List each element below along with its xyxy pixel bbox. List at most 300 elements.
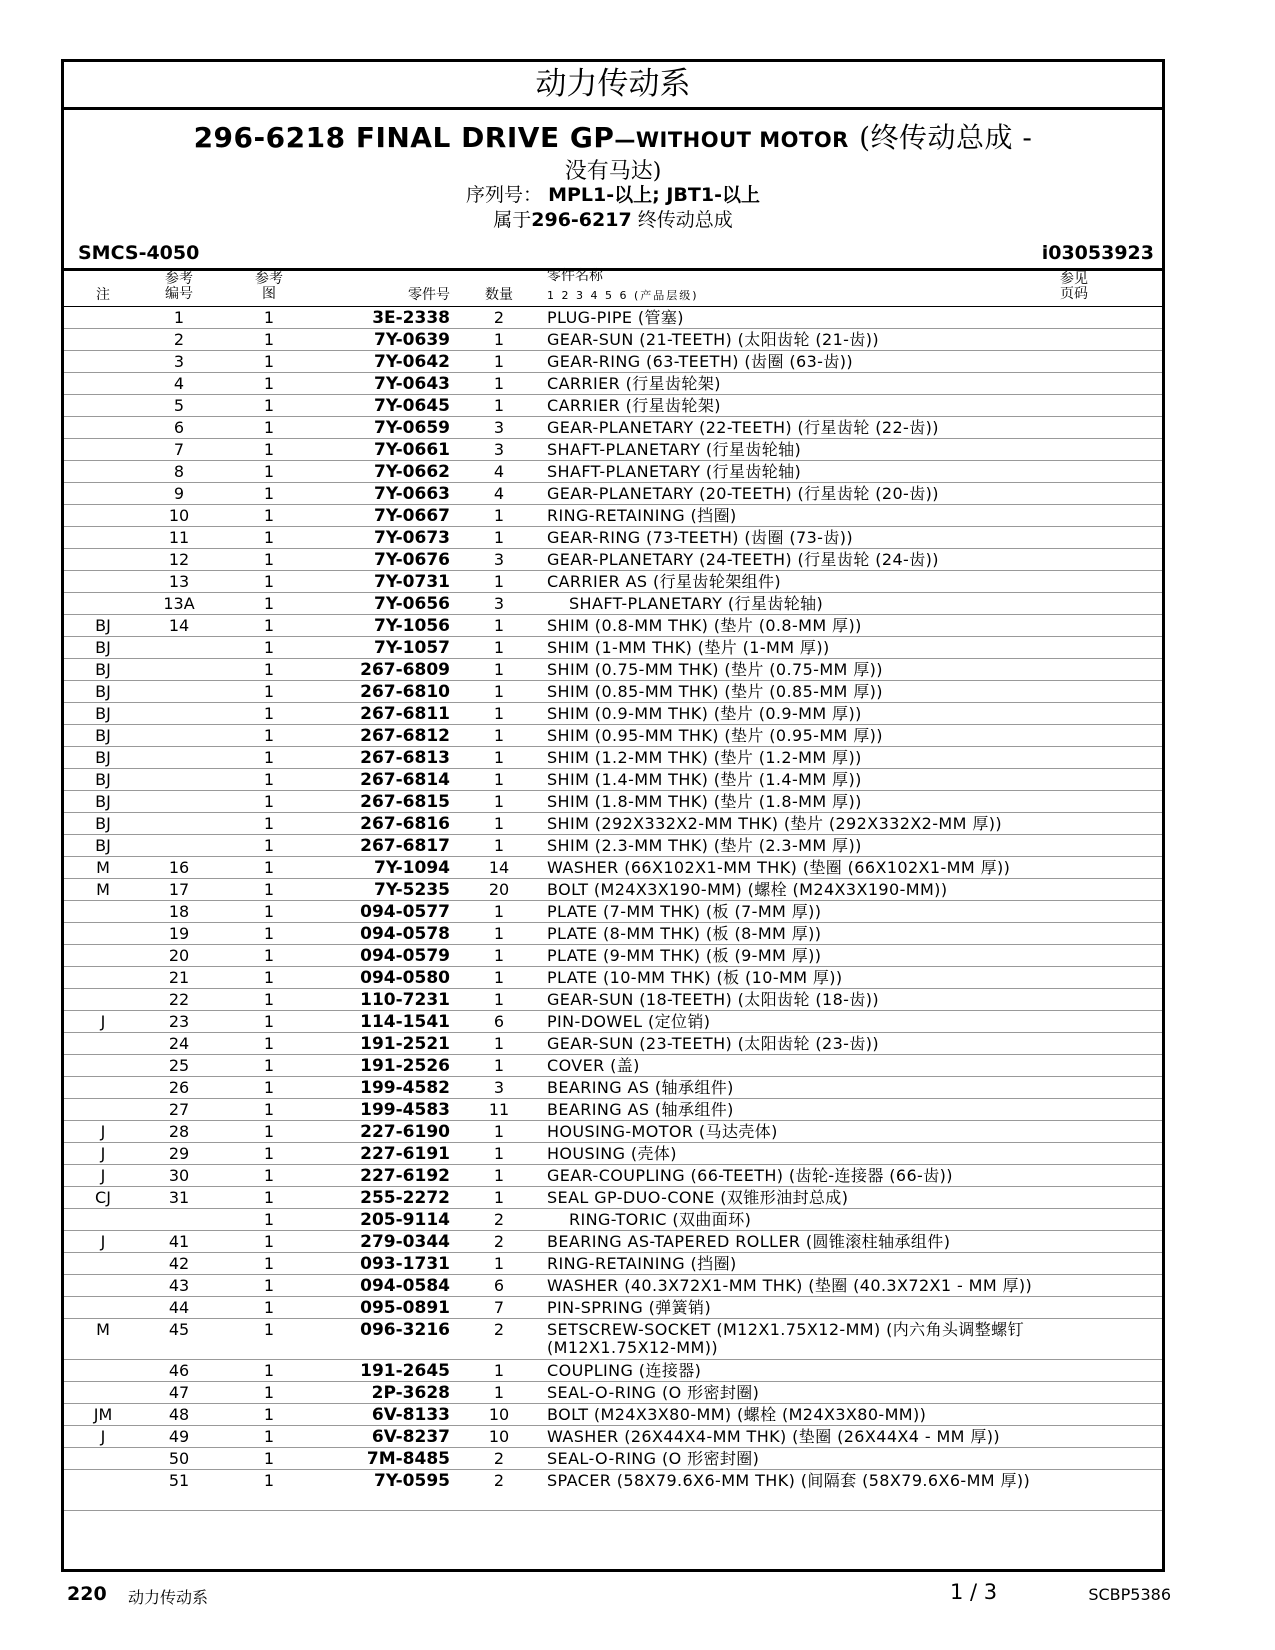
table-row [64, 1231, 1162, 1253]
cell-desc: PLUG-PIPE (管塞) [547, 308, 684, 327]
cell-part: 094-0584 [360, 1276, 450, 1296]
cell-note: BJ [95, 792, 111, 811]
cell-ref: 45 [168, 1320, 190, 1339]
serial-value: MPL1-以上; JBT1-以上 [548, 184, 760, 206]
cell-part: 279-0344 [360, 1232, 450, 1252]
table-row [64, 1319, 1162, 1360]
cell-ref: 41 [168, 1232, 190, 1251]
cell-ref: 49 [168, 1427, 190, 1446]
cell-desc: BEARING AS (轴承组件) [547, 1100, 734, 1119]
cell-desc: SPACER (58X79.6X6-MM THK) (间隔套 (58X79.6X6-MM 厚)) [547, 1471, 1031, 1490]
cell-desc: PIN-SPRING (弹簧销) [547, 1298, 712, 1317]
cell-qty: 2 [493, 308, 505, 327]
cell-desc: GEAR-COUPLING (66-TEETH) (齿轮-连接器 (66-齿)) [547, 1166, 953, 1185]
cell-desc: BOLT (M24X3X80-MM) (螺栓 (M24X3X80-MM)) [547, 1405, 927, 1424]
cell-desc: COUPLING (连接器) [547, 1361, 702, 1380]
cell-part: 7Y-5235 [373, 880, 450, 900]
table-row [64, 857, 1162, 879]
cell-ref: 29 [168, 1144, 190, 1163]
cell-ref: 21 [168, 968, 190, 987]
cell-fig: 1 [263, 968, 275, 987]
cell-qty: 1 [493, 330, 505, 349]
cell-part: 114-1541 [360, 1012, 450, 1032]
cell-fig: 1 [263, 1188, 275, 1207]
cell-desc: GEAR-SUN (23-TEETH) (太阳齿轮 (23-齿)) [547, 1034, 880, 1053]
cell-fig: 1 [263, 1320, 275, 1339]
cell-part: 267-6817 [360, 836, 450, 856]
cell-fig: 1 [263, 1449, 275, 1468]
cell-qty: 3 [493, 418, 505, 437]
table-row [64, 307, 1162, 329]
cell-part: 7Y-0731 [373, 572, 450, 592]
table-row [64, 1360, 1162, 1382]
group-name-sub: —WITHOUT MOTOR [614, 128, 849, 152]
cell-ref: 24 [168, 1034, 190, 1053]
cell-qty: 1 [493, 770, 505, 789]
cell-qty: 6 [493, 1012, 505, 1031]
cell-part: 2P-3628 [371, 1383, 450, 1403]
cell-fig: 1 [263, 1254, 275, 1273]
cell-ref: 1 [173, 308, 185, 327]
cell-fig: 1 [263, 748, 275, 767]
cell-part: 7Y-0673 [373, 528, 450, 548]
cell-qty: 1 [493, 660, 505, 679]
cell-note: BJ [95, 704, 111, 723]
cell-fig: 1 [263, 1012, 275, 1031]
cell-qty: 1 [493, 616, 505, 635]
cell-ref: 48 [168, 1405, 190, 1424]
cell-fig: 1 [263, 594, 275, 613]
table-row [64, 1099, 1162, 1121]
cell-qty: 1 [493, 1383, 505, 1402]
cell-ref: 31 [168, 1188, 190, 1207]
cell-ref: 26 [168, 1078, 190, 1097]
cell-ref: 23 [168, 1012, 190, 1031]
cell-part: 7M-8485 [366, 1449, 450, 1469]
cell-fig: 1 [263, 616, 275, 635]
cell-qty: 14 [488, 858, 510, 877]
group-title [64, 116, 1162, 156]
cell-qty: 1 [493, 528, 505, 547]
cell-fig: 1 [263, 528, 275, 547]
cell-qty: 1 [493, 792, 505, 811]
cell-desc: WASHER (66X102X1-MM THK) (垫圈 (66X102X1-MM 厚)) [547, 858, 1011, 877]
cell-ref: 7 [173, 440, 185, 459]
cell-fig: 1 [263, 1276, 275, 1295]
cell-ref: 8 [173, 462, 185, 481]
cell-fig: 1 [263, 440, 275, 459]
cell-ref: 47 [168, 1383, 190, 1402]
cell-part: 7Y-0639 [373, 330, 450, 350]
cell-part: 3E-2338 [372, 308, 450, 328]
cell-part: 227-6192 [360, 1166, 450, 1186]
cell-part: 7Y-0656 [373, 594, 450, 614]
table-row [64, 637, 1162, 659]
cell-desc: SHIM (1.8-MM THK) (垫片 (1.8-MM 厚)) [547, 792, 862, 811]
cell-part: 7Y-0676 [373, 550, 450, 570]
table-row [64, 747, 1162, 769]
cell-part: 7Y-1056 [373, 616, 450, 636]
cell-qty: 1 [493, 1361, 505, 1380]
table-row [64, 923, 1162, 945]
cell-desc: WASHER (40.3X72X1-MM THK) (垫圈 (40.3X72X1 - MM 厚)) [547, 1276, 1033, 1295]
cell-desc: PLATE (7-MM THK) (板 (7-MM 厚)) [547, 902, 822, 921]
cell-part: 6V-8237 [371, 1427, 450, 1447]
cell-qty: 1 [493, 1144, 505, 1163]
cell-fig: 1 [263, 1298, 275, 1317]
cell-qty: 1 [493, 748, 505, 767]
cell-part: 267-6815 [360, 792, 450, 812]
cell-desc: PLATE (10-MM THK) (板 (10-MM 厚)) [547, 968, 843, 987]
table-row [64, 791, 1162, 813]
cell-part: 094-0577 [360, 902, 450, 922]
cell-note: BJ [95, 660, 111, 679]
cell-part: 093-1731 [360, 1254, 450, 1274]
cell-qty: 6 [493, 1276, 505, 1295]
table-row [64, 1382, 1162, 1404]
cell-desc: HOUSING-MOTOR (马达壳体) [547, 1122, 778, 1141]
cell-ref: 6 [173, 418, 185, 437]
cell-desc: SHAFT-PLANETARY (行星齿轮轴) [569, 594, 824, 613]
cell-desc: GEAR-PLANETARY (22-TEETH) (行星齿轮 (22-齿)) [547, 418, 939, 437]
cell-fig: 1 [263, 1078, 275, 1097]
col-page-ref: 参见 页码 [1060, 271, 1088, 302]
serial-label: 序列号： [466, 184, 543, 206]
cell-fig: 1 [263, 352, 275, 371]
cell-ref: 46 [168, 1361, 190, 1380]
cell-ref: 11 [168, 528, 190, 547]
cell-qty: 1 [493, 506, 505, 525]
cell-fig: 1 [263, 308, 275, 327]
table-row [64, 549, 1162, 571]
table-row [64, 1165, 1162, 1187]
table-row [64, 1297, 1162, 1319]
table-row [64, 395, 1162, 417]
illustration-id: i03053923 [1041, 242, 1154, 264]
table-row [64, 659, 1162, 681]
cell-desc: GEAR-SUN (21-TEETH) (太阳齿轮 (21-齿)) [547, 330, 880, 349]
table-row [64, 483, 1162, 505]
cell-ref: 42 [168, 1254, 190, 1273]
cell-ref: 50 [168, 1449, 190, 1468]
cell-fig: 1 [263, 814, 275, 833]
cell-part: 094-0579 [360, 946, 450, 966]
table-row [64, 593, 1162, 615]
cell-qty: 1 [493, 572, 505, 591]
cell-qty: 3 [493, 594, 505, 613]
cell-fig: 1 [263, 1056, 275, 1075]
cell-part: 7Y-0663 [373, 484, 450, 504]
cell-fig: 1 [263, 330, 275, 349]
cell-desc: PIN-DOWEL (定位销) [547, 1012, 711, 1031]
cell-desc: SHIM (0.9-MM THK) (垫片 (0.9-MM 厚)) [547, 704, 862, 723]
cell-ref: 9 [173, 484, 185, 503]
table-row [64, 351, 1162, 373]
cell-part: 7Y-1094 [373, 858, 450, 878]
cell-qty: 3 [493, 550, 505, 569]
cell-part: 267-6809 [360, 660, 450, 680]
cell-qty: 2 [493, 1449, 505, 1468]
cell-qty: 1 [493, 704, 505, 723]
cell-fig: 1 [263, 418, 275, 437]
cell-fig: 1 [263, 1100, 275, 1119]
cell-desc: BOLT (M24X3X190-MM) (螺栓 (M24X3X190-MM)) [547, 880, 948, 899]
cell-note: BJ [95, 638, 111, 657]
cell-fig: 1 [263, 1034, 275, 1053]
cell-ref: 13A [163, 594, 195, 613]
cell-desc: RING-TORIC (双曲面环) [569, 1210, 752, 1229]
cell-part: 7Y-0595 [373, 1471, 450, 1491]
table-row [64, 461, 1162, 483]
cell-part: 6V-8133 [371, 1405, 450, 1425]
col-ref: 参考 编号 [165, 271, 193, 302]
cell-fig: 1 [263, 660, 275, 679]
footer-section: 动力传动系 [128, 1588, 209, 1607]
table-row [64, 329, 1162, 351]
cell-desc: COVER (盖) [547, 1056, 640, 1075]
cell-desc: SHAFT-PLANETARY (行星齿轮轴) [547, 462, 802, 481]
cell-note: J [100, 1232, 106, 1251]
cell-note: BJ [95, 836, 111, 855]
cell-qty: 2 [493, 1210, 505, 1229]
cell-qty: 7 [493, 1298, 505, 1317]
col-part: 零件号 [408, 287, 450, 303]
cell-ref: 13 [168, 572, 190, 591]
table-row [64, 879, 1162, 901]
cell-note: CJ [95, 1188, 111, 1207]
cell-fig: 1 [263, 1166, 275, 1185]
cell-ref: 27 [168, 1100, 190, 1119]
cell-qty: 10 [488, 1427, 510, 1446]
cell-ref: 19 [168, 924, 190, 943]
cell-part: 227-6191 [360, 1144, 450, 1164]
table-row [64, 1404, 1162, 1426]
cell-desc: SEAL GP-DUO-CONE (双锥形油封总成) [547, 1188, 849, 1207]
cell-part: 095-0891 [360, 1298, 450, 1318]
cell-part: 267-6814 [360, 770, 450, 790]
cell-part: 7Y-0659 [373, 418, 450, 438]
cell-fig: 1 [263, 770, 275, 789]
cell-qty: 1 [493, 902, 505, 921]
cell-fig: 1 [263, 1232, 275, 1251]
cell-qty: 2 [493, 1232, 505, 1251]
cell-qty: 4 [493, 484, 505, 503]
cell-part: 199-4583 [360, 1100, 450, 1120]
belongs-name: 终传动总成 [637, 209, 733, 231]
table-row [64, 945, 1162, 967]
cell-fig: 1 [263, 572, 275, 591]
cell-fig: 1 [263, 704, 275, 723]
cell-fig: 1 [263, 550, 275, 569]
col-fig: 参考 图 [255, 271, 283, 302]
cell-qty: 1 [493, 1122, 505, 1141]
cell-qty: 1 [493, 814, 505, 833]
cell-ref: 30 [168, 1166, 190, 1185]
cell-note: BJ [95, 770, 111, 789]
cell-qty: 10 [488, 1405, 510, 1424]
cell-qty: 1 [493, 836, 505, 855]
cell-fig: 1 [263, 880, 275, 899]
col-qty: 数量 [485, 287, 513, 303]
serial-line [64, 180, 1162, 207]
table-row [64, 1033, 1162, 1055]
cell-ref: 12 [168, 550, 190, 569]
cell-part: 191-2521 [360, 1034, 450, 1054]
cell-part: 267-6811 [360, 704, 450, 724]
cell-desc: HOUSING (壳体) [547, 1144, 677, 1163]
cell-note: BJ [95, 748, 111, 767]
cell-qty: 1 [493, 396, 505, 415]
table-row [64, 1121, 1162, 1143]
cell-desc: CARRIER (行星齿轮架) [547, 396, 721, 415]
cell-note: J [100, 1122, 106, 1141]
group-name: FINAL DRIVE GP [355, 121, 615, 154]
cell-part: 7Y-0662 [373, 462, 450, 482]
cell-desc: GEAR-PLANETARY (24-TEETH) (行星齿轮 (24-齿)) [547, 550, 939, 569]
col-desc: 零件名称 [547, 268, 603, 284]
cell-note: BJ [95, 616, 111, 635]
cell-note: J [100, 1144, 106, 1163]
cell-fig: 1 [263, 1122, 275, 1141]
cell-ref: 16 [168, 858, 190, 877]
cell-qty: 11 [488, 1100, 510, 1119]
cell-part: 7Y-0642 [373, 352, 450, 372]
cell-fig: 1 [263, 638, 275, 657]
cell-note: M [96, 880, 110, 899]
cell-fig: 1 [263, 1144, 275, 1163]
table-row [64, 835, 1162, 857]
cell-ref: 51 [168, 1471, 190, 1490]
cell-part: 191-2645 [360, 1361, 450, 1381]
cell-qty: 1 [493, 924, 505, 943]
cell-fig: 1 [263, 396, 275, 415]
cell-desc: PLATE (9-MM THK) (板 (9-MM 厚)) [547, 946, 822, 965]
cell-part: 205-9114 [360, 1210, 450, 1230]
cell-desc: RING-RETAINING (挡圈) [547, 1254, 737, 1273]
cell-desc: CARRIER AS (行星齿轮架组件) [547, 572, 782, 591]
cell-part: 227-6190 [360, 1122, 450, 1142]
table-row [64, 989, 1162, 1011]
table-row [64, 1077, 1162, 1099]
col-levels: 1 2 3 4 5 6 (产品层级) [547, 289, 699, 302]
cell-qty: 1 [493, 1188, 505, 1207]
cell-part: 199-4582 [360, 1078, 450, 1098]
cell-desc: SETSCREW-SOCKET (M12X1.75X12-MM) (内六角头调整螺钉 (M12X1.75X12-MM)) [547, 1320, 1024, 1357]
cell-note: J [100, 1012, 106, 1031]
cell-ref: 22 [168, 990, 190, 1009]
cell-part: 7Y-0643 [373, 374, 450, 394]
cell-part: 7Y-0645 [373, 396, 450, 416]
cell-fig: 1 [263, 836, 275, 855]
cell-desc: PLATE (8-MM THK) (板 (8-MM 厚)) [547, 924, 822, 943]
cell-desc: SHIM (0.8-MM THK) (垫片 (0.8-MM 厚)) [547, 616, 862, 635]
cell-note: M [96, 1320, 110, 1339]
cell-ref: 28 [168, 1122, 190, 1141]
col-note: 注 [96, 287, 110, 303]
page-number: 220 [67, 1583, 107, 1605]
table-row [64, 615, 1162, 637]
page-frame [61, 59, 1165, 1572]
table-row [64, 1275, 1162, 1297]
cell-fig: 1 [263, 1471, 275, 1490]
table-row [64, 901, 1162, 923]
cell-desc: CARRIER (行星齿轮架) [547, 374, 721, 393]
cell-ref: 17 [168, 880, 190, 899]
cell-part: 267-6812 [360, 726, 450, 746]
table-row [64, 769, 1162, 791]
cell-desc: GEAR-RING (63-TEETH) (齿圈 (63-齿)) [547, 352, 854, 371]
cell-part: 096-3216 [360, 1320, 450, 1340]
table-row [64, 571, 1162, 593]
cell-qty: 1 [493, 374, 505, 393]
cell-qty: 1 [493, 682, 505, 701]
table-row [64, 417, 1162, 439]
cell-fig: 1 [263, 1383, 275, 1402]
cell-fig: 1 [263, 990, 275, 1009]
cell-fig: 1 [263, 506, 275, 525]
cell-desc: SHIM (292X332X2-MM THK) (垫片 (292X332X2-MM 厚)) [547, 814, 1003, 833]
belongs-label: 属于 [493, 209, 532, 231]
table-row [64, 1448, 1162, 1470]
cell-note: J [100, 1427, 106, 1446]
cell-desc: SEAL-O-RING (O 形密封圈) [547, 1449, 760, 1468]
parts-table [64, 307, 1162, 1511]
cell-fig: 1 [263, 682, 275, 701]
table-row [64, 1253, 1162, 1275]
cell-fig: 1 [263, 924, 275, 943]
cell-desc: BEARING AS (轴承组件) [547, 1078, 734, 1097]
cell-ref: 25 [168, 1056, 190, 1075]
cell-part: 255-2272 [360, 1188, 450, 1208]
cell-fig: 1 [263, 1210, 275, 1229]
cell-ref: 44 [168, 1298, 190, 1317]
group-name-cn: (终传动总成 - [859, 121, 1033, 154]
cell-desc: SEAL-O-RING (O 形密封圈) [547, 1383, 760, 1402]
table-row [64, 373, 1162, 395]
cell-fig: 1 [263, 1427, 275, 1446]
cell-desc: SHIM (2.3-MM THK) (垫片 (2.3-MM 厚)) [547, 836, 862, 855]
cell-desc: GEAR-SUN (18-TEETH) (太阳齿轮 (18-齿)) [547, 990, 880, 1009]
cell-qty: 1 [493, 1056, 505, 1075]
cell-qty: 2 [493, 1471, 505, 1490]
cell-qty: 1 [493, 726, 505, 745]
cell-part: 267-6813 [360, 748, 450, 768]
cell-part: 110-7231 [360, 990, 450, 1010]
cell-desc: WASHER (26X44X4-MM THK) (垫圈 (26X44X4 - MM 厚)) [547, 1427, 1001, 1446]
cell-qty: 1 [493, 1034, 505, 1053]
cell-qty: 1 [493, 638, 505, 657]
cell-note: M [96, 858, 110, 877]
cell-part: 094-0578 [360, 924, 450, 944]
cell-fig: 1 [263, 726, 275, 745]
cell-qty: 1 [493, 1166, 505, 1185]
document-number: SCBP5386 [1088, 1585, 1171, 1604]
cell-note: BJ [95, 726, 111, 745]
cell-part: 7Y-1057 [373, 638, 450, 658]
cell-desc: SHIM (1.2-MM THK) (垫片 (1.2-MM 厚)) [547, 748, 862, 767]
cell-fig: 1 [263, 484, 275, 503]
cell-part: 7Y-0661 [373, 440, 450, 460]
cell-note: J [100, 1166, 106, 1185]
cell-fig: 1 [263, 462, 275, 481]
table-row [64, 967, 1162, 989]
table-row [64, 1187, 1162, 1209]
cell-desc: SHIM (0.75-MM THK) (垫片 (0.75-MM 厚)) [547, 660, 883, 679]
table-row [64, 527, 1162, 549]
cell-qty: 20 [488, 880, 510, 899]
cell-ref: 14 [168, 616, 190, 635]
cell-fig: 1 [263, 792, 275, 811]
